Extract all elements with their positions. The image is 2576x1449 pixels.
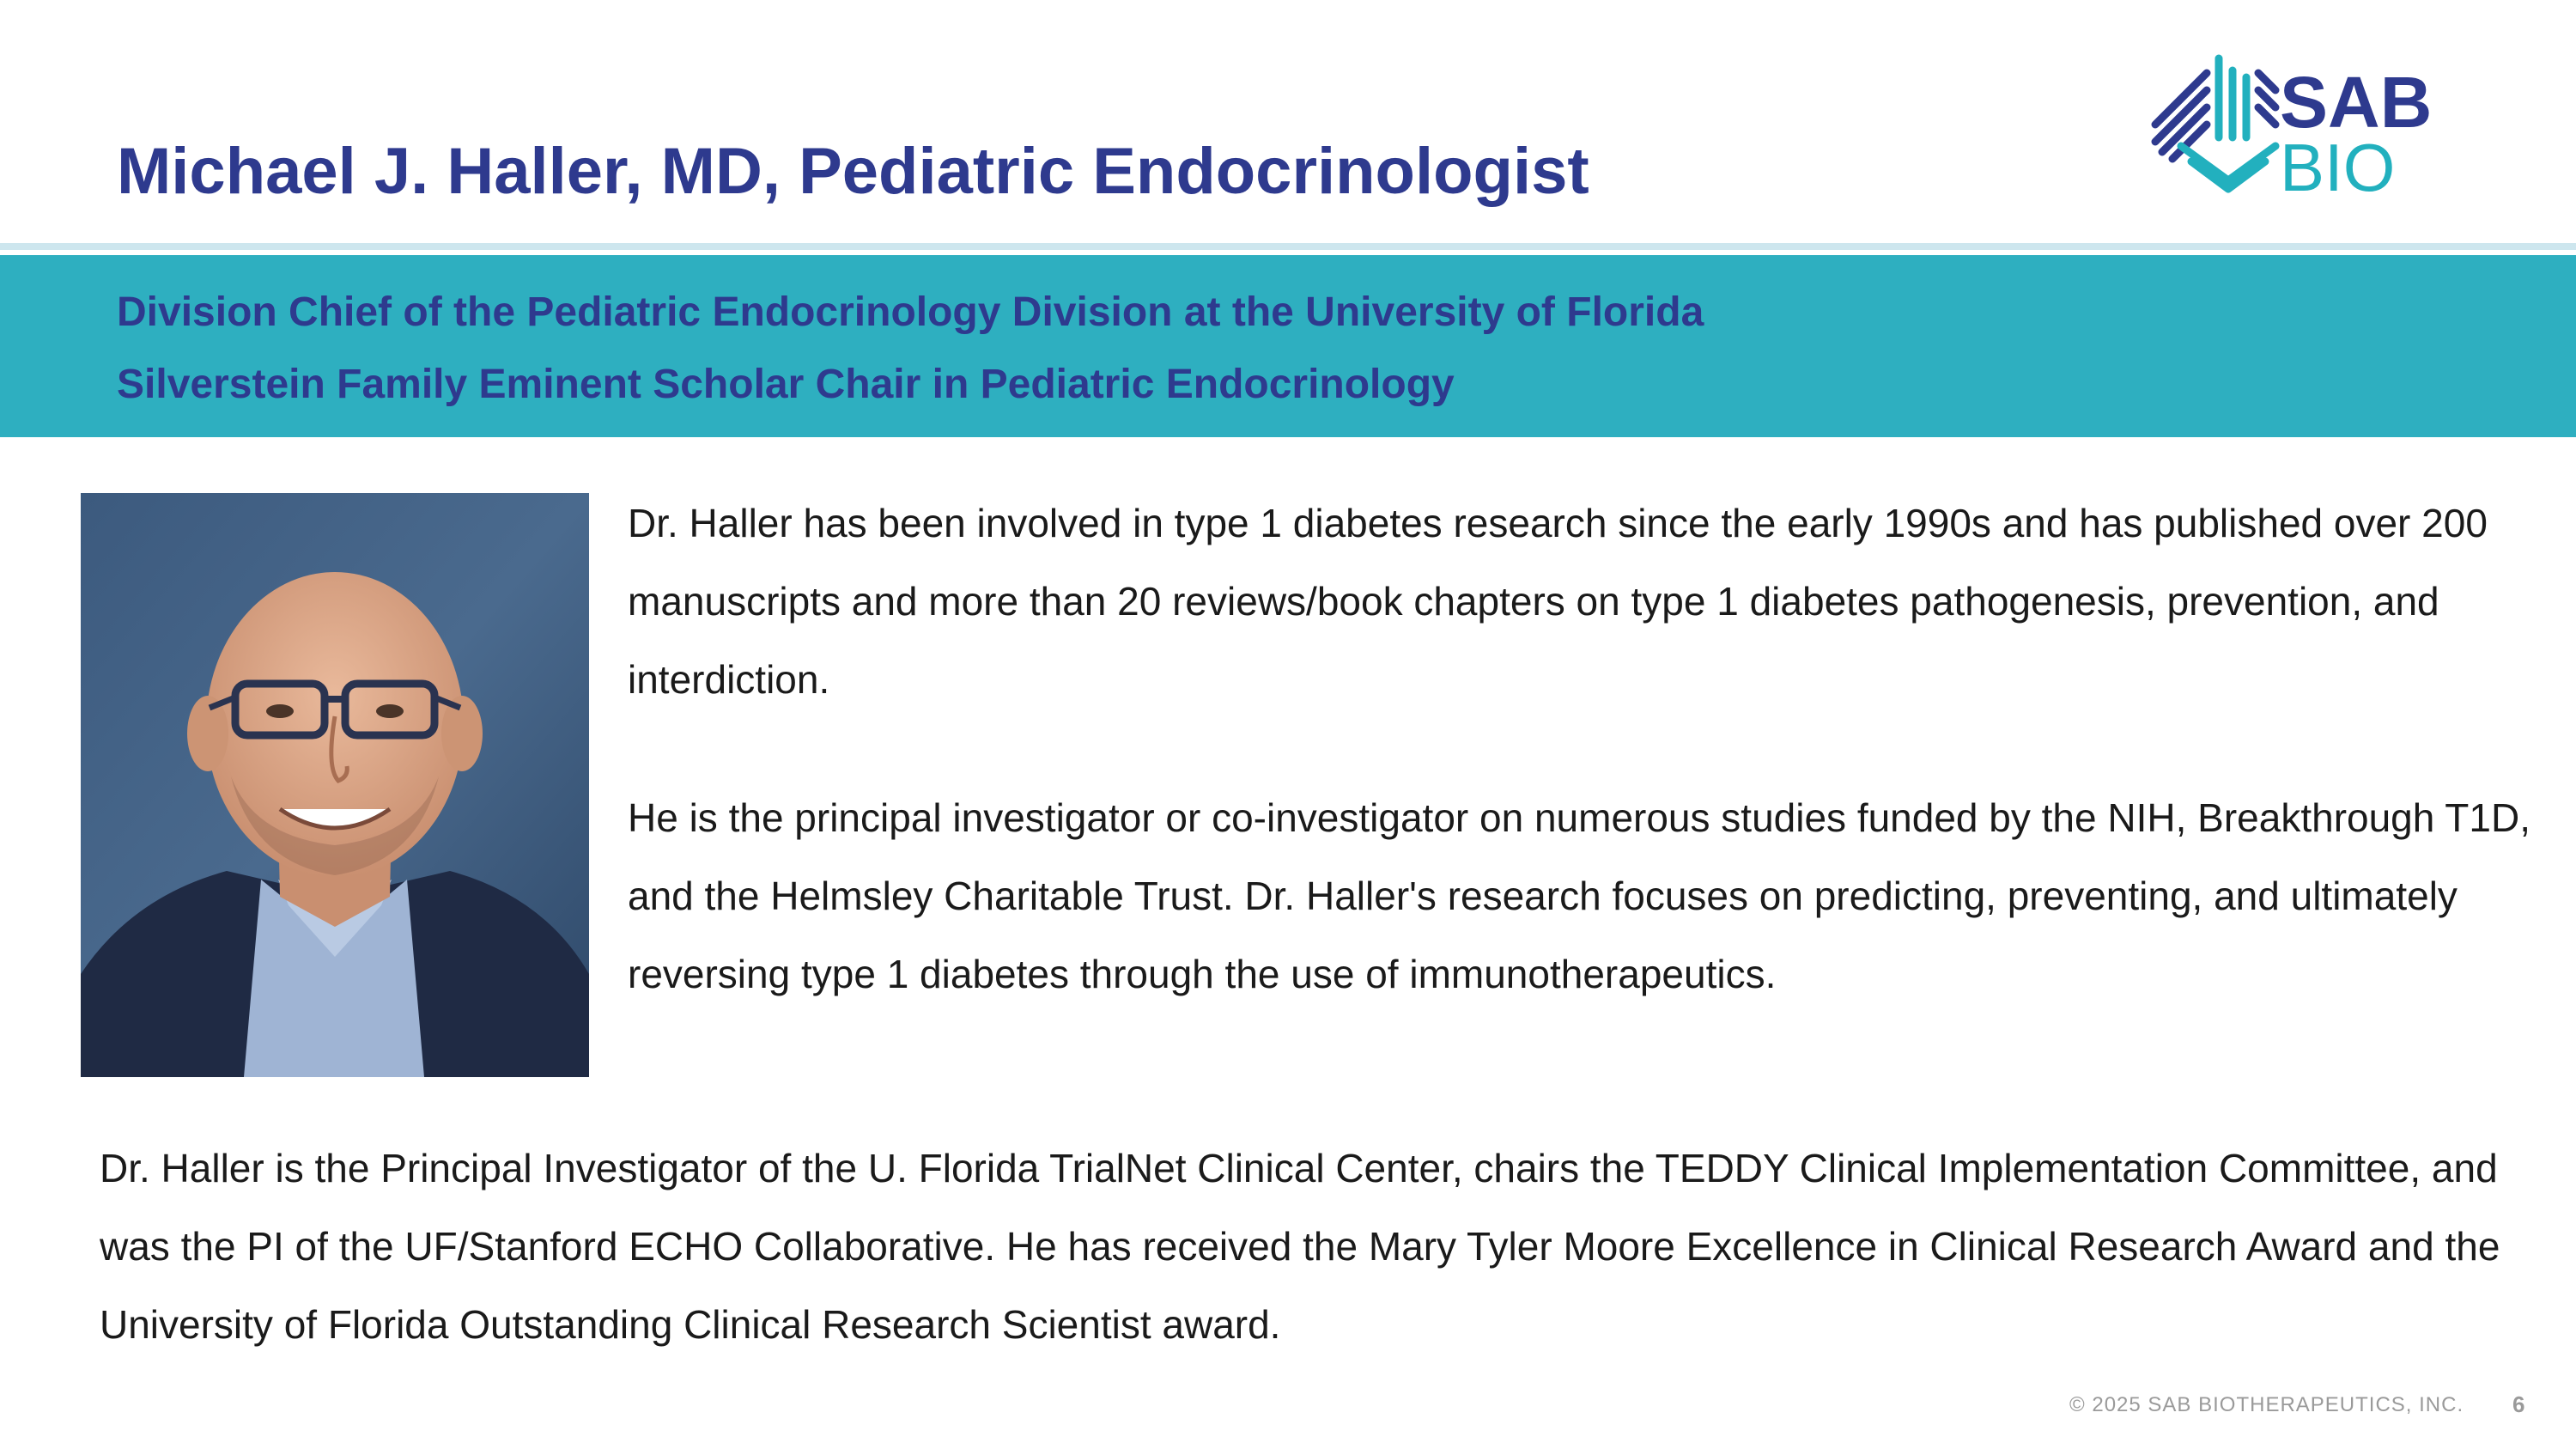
bio-paragraph-3: Dr. Haller is the Principal Investigator of the U. Florida TrialNet Clinical Center, chairs the TEDDY Clinical Implementation Committee, and was the PI of the UF/Stanford ECHO Collaborative. He has received the Mary Tyler Moore Excellence in Clinical Research Award and the University of Florida Outstanding Clinical Research Scientist award. bbox=[100, 1146, 2500, 1347]
logo-word-sab: SAB bbox=[2280, 62, 2433, 143]
sab-bio-logo bbox=[2147, 52, 2490, 198]
bio-paragraph-2: He is the principal investigator or co-investigator on numerous studies funded by the NIH, Breakthrough T1D, and the Helmsley Charitable Trust. Dr. Haller's research focuses on predicting, preventing, and ultimately reversing type 1 diabetes through the use of immunotherapeutics. bbox=[628, 795, 2530, 996]
subtitle-line-1: Division Chief of the Pediatric Endocrinology Division at the University of Florida bbox=[117, 289, 1704, 335]
logo-word-bio: BIO bbox=[2280, 130, 2396, 198]
sab-bio-logo-icon bbox=[2155, 58, 2275, 189]
bio-paragraph-1: Dr. Haller has been involved in type 1 diabetes research since the early 1990s and has published over 200 manuscripts and more than 20 reviews/book chapters on type 1 diabetes pathogenesis, prevention, and interdiction. bbox=[628, 501, 2488, 702]
slide-title: Michael J. Haller, MD, Pediatric Endocrinologist bbox=[117, 135, 1589, 208]
copyright-footer: © 2025 SAB BIOTHERAPEUTICS, INC. bbox=[2069, 1393, 2464, 1416]
header-divider bbox=[0, 243, 2576, 250]
portrait-photo bbox=[81, 493, 589, 1077]
subtitle-line-2: Silverstein Family Eminent Scholar Chair in Pediatric Endocrinology bbox=[117, 362, 1455, 407]
page-number: 6 bbox=[2512, 1391, 2525, 1417]
subtitle-band bbox=[0, 255, 2576, 437]
